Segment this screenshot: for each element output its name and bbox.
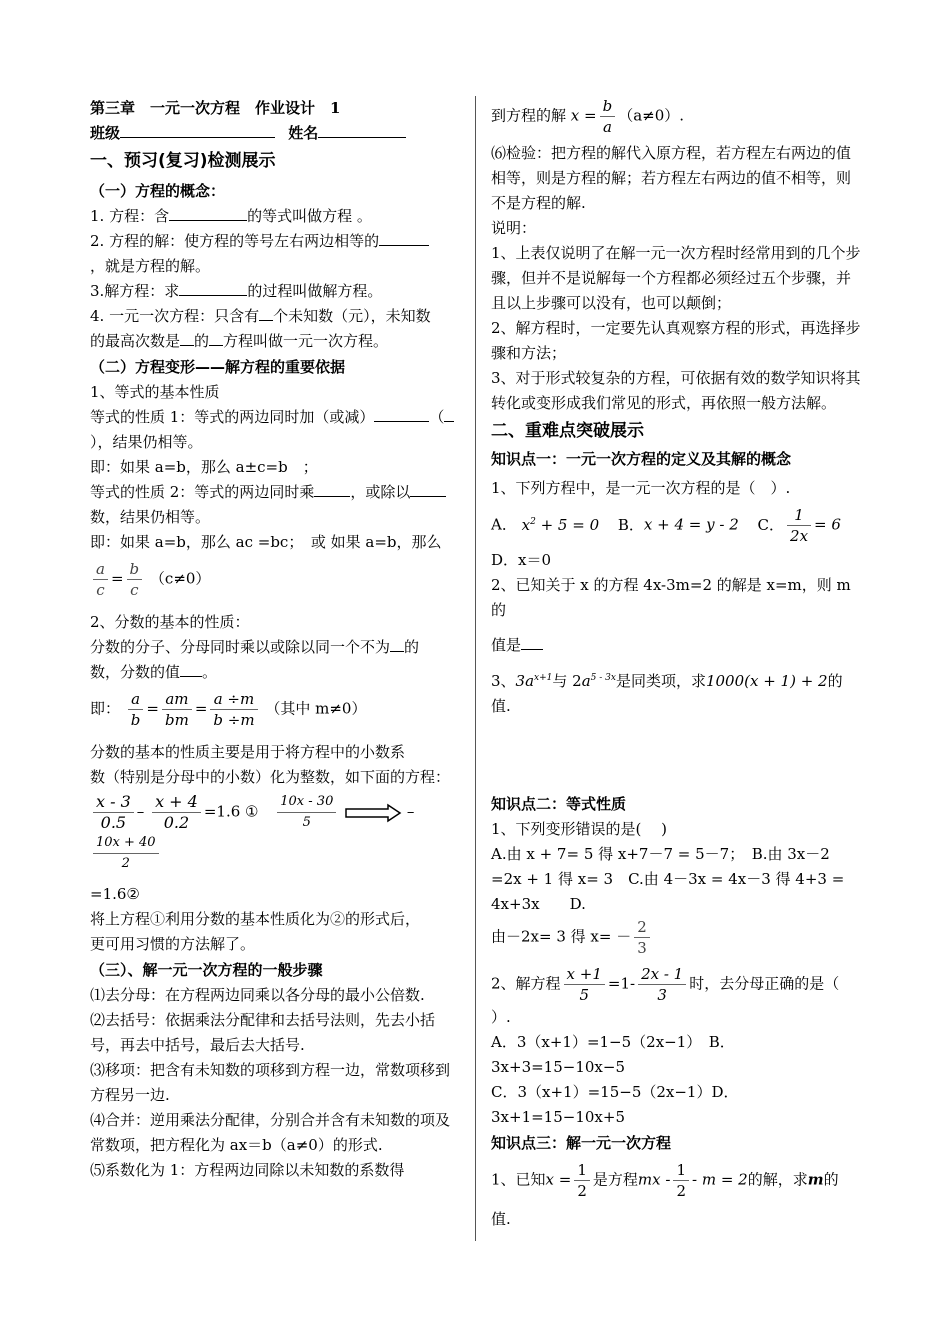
k1-question2: 2、已知关于 x 的方程 4x-3m=2 的解是 x=m，则 m 的 值是 — [491, 576, 851, 654]
k1-question3: 3、$3a^{x+1}$与 $2a^{5 - 3x}$是同类项，求1000(x + 1) + 2的 值. — [491, 672, 843, 715]
arrow-icon — [344, 803, 402, 823]
k1-question1-options: A． $x^2 + 5 = 0$ B．x + 4 = y - 2 C． $\frac{1}{2x}$ = 6 — [491, 506, 841, 545]
equality-props-title: 1、等式的基本性质 — [90, 383, 220, 401]
section2-title: 二、重难点突破展示 — [491, 421, 644, 441]
equality-prop2-fraction: $\frac{a}{c}$ = $\frac{b}{c}$ （c≠0） — [90, 559, 462, 600]
decimal-equation: $\frac{x - 3}{0.5}$ – $\frac{x + 4}{0.2}$ =1.6 ① $\frac{10x - 30}{5}$ – $\frac{10x + 40}{2}$ — [90, 792, 462, 874]
note-3: 3、对于形式较复杂的方程，可依据有效的数学知识将其转化或变形成我们常见的形式，再依照一般方法解。 — [491, 369, 861, 412]
fraction-note2: 将上方程①利用分数的基本性质化为②的形式后， 更可用习惯的方法解了。 — [90, 910, 421, 953]
step-4: ⑷合并：逆用乘法分配律，分别合并含有未知数的项及常数项，把方程化为 ax＝b（a≠0）的形式. — [90, 1111, 451, 1154]
left-column — [90, 96, 462, 1183]
class-name-line: 班级 姓名 — [90, 121, 462, 146]
k1-question1-option-d: D．x＝0 — [491, 551, 552, 569]
k2-question1-option-d: 由－2x= 3 得 x= － $\frac{2}{3}$ — [491, 917, 863, 958]
knowledge1-title: 知识点一：一元一次方程的定义及其解的概念 — [491, 450, 792, 468]
decimal-equation-result: =1.6② — [90, 885, 140, 903]
equality-prop1: 等式的性质 1：等式的两边同时加（或减） （ ），结果仍相等。 — [90, 405, 462, 455]
k2-question1-options: A.由 x + 7= 5 得 x+7－7 = 5－7； B.由 3x－2 =2x + 1 得 x= 3 C.由 4－3x = 4x－3 得 4+3 = 4x+3x D. — [491, 845, 845, 913]
k2-question2-options-ab: A．3（x+1）=1−5（2x−1） B．3x+3=15−10x−5 — [491, 1033, 735, 1076]
item-solving-def: 3.解方程：求 的过程叫做解方程。 — [90, 279, 462, 304]
fraction-prop: 分数的分子、分母同时乘以或除以同一个不为 的 数，分数的值 。 — [90, 635, 462, 685]
step-5-continued: 到方程的解 x = $\frac{b}{a}$ （a≠0）. — [491, 97, 685, 136]
equality-prop2-example: 即：如果 a=b，那么 ac =bc； 或 如果 a=b，那么 — [90, 533, 442, 551]
name-blank[interactable] — [318, 121, 406, 138]
item-solution-def: 2. 方程的解：使方程的等号左右两边相等的 ，就是方程的解。 — [90, 229, 462, 279]
k2-question2: 2、解方程 $\frac{x +1}{5}$ =1- $\frac{2x - 1}{3}$ 时，去分母正确的是（ ）. — [491, 965, 840, 1026]
class-blank[interactable] — [120, 121, 275, 138]
knowledge3-title: 知识点三：解一元一次方程 — [491, 1134, 672, 1152]
item-linear-def: 4. 一元一次方程：只含有 个未知数（元），未知数 的最高次数是 的 方程叫做一元一次方程。 — [90, 304, 462, 354]
k2-question2-options-cd: C．3（x+1）=15−5（2x−1）D．3x+1=15−10x+5 — [491, 1083, 739, 1126]
note-1: 1、上表仅说明了在解一元一次方程时经常用到的几个步骤，但并不是说解每一个方程都必须经过五个步骤，并且以上步骤可以没有，也可以颠倒； — [491, 244, 861, 312]
column-divider — [475, 96, 476, 1241]
subsection1-title: （一）方程的概念： — [90, 182, 226, 200]
step-6: ⑹检验：把方程的解代入原方程，若方程左右两边的值相等，则是方程的解；若方程左右两边的值不相等，则不是方程的解. — [491, 144, 852, 212]
fraction-prop-example: 即： $\frac{a}{b}$ = $\frac{am}{bm}$ = $\frac{a \div m}{b \div m}$ （其中 m≠0） — [90, 690, 367, 729]
page-title: 第三章 一元一次方程 作业设计 1 — [90, 99, 341, 117]
note-2: 2、解方程时，一定要先认真观察方程的形式，再选择步骤和方法； — [491, 319, 861, 362]
equality-prop1-example: 即：如果 a=b，那么 a±c=b ； — [90, 458, 318, 476]
section1-title: 一、预习(复习)检测展示 — [90, 151, 276, 171]
subsection3-title: （三）、解一元一次方程的一般步骤 — [90, 961, 323, 979]
subsection2-title: （二）方程变形——解方程的重要依据 — [90, 358, 346, 376]
notes-title: 说明： — [491, 219, 537, 237]
knowledge2-title: 知识点二：等式性质 — [491, 795, 627, 813]
right-column — [491, 96, 863, 1232]
fraction-note: 分数的基本的性质主要是用于将方程中的小数系 数（特别是分母中的小数）化为整数，如下面的方程： — [90, 743, 451, 786]
k3-question1: 1、已知x = $\frac{1}{2}$ 是方程mx - $\frac{1}{2}$ - m = 2的解，求m的 值. — [491, 1161, 839, 1228]
step-1: ⑴去分母：在方程两边同乘以各分母的最小公倍数. — [90, 986, 425, 1004]
fraction-props-title: 2、分数的基本的性质： — [90, 613, 250, 631]
step-3: ⑶移项：把含有未知数的项移到方程一边，常数项移到方程另一边. — [90, 1061, 451, 1104]
item-equation-def: 1. 方程：含 的等式叫做方程 。 — [90, 204, 462, 229]
k2-question1: 1、下列变形错误的是( ) — [491, 820, 668, 838]
step-5: ⑸系数化为 1：方程两边同除以未知数的系数得 — [90, 1161, 405, 1179]
equality-prop2: 等式的性质 2：等式的两边同时乘 ，或除以 数，结果仍相等。 — [90, 480, 462, 530]
k1-question1: 1、下列方程中，是一元一次方程的是（ ）. — [491, 479, 791, 497]
step-2: ⑵去括号：依据乘法分配律和去括号法则，先去小括号，再去中括号，最后去大括号. — [90, 1011, 436, 1054]
